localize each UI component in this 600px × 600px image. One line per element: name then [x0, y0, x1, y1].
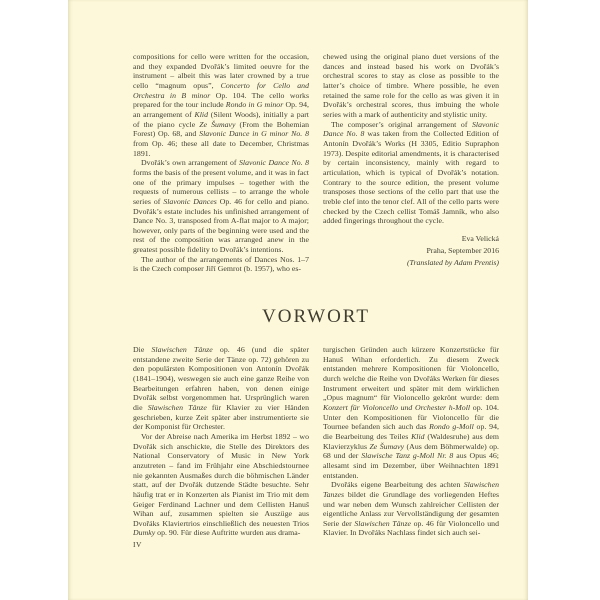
page-number: IV: [133, 540, 142, 549]
german-preface-section: [133, 345, 499, 538]
english-preface-section: [133, 52, 499, 274]
book-page: [68, 0, 528, 600]
author-signoff: Eva Velická Praha, September 2016 (Translated by Adam Prentis): [406, 233, 499, 267]
english-column-left: compositions for cello were written for the occasion, and they expanded Dvořák’s limited oeuvre for the instrument – albeit this was later crowned by a true cello “magnum opus”, Concerto for Cello and Orchestra in B minor Op. 104. The cello works prepared for the tour include Rondo in G minor Op. 94, an arrangement of Klid (Silent Woods), initially a part of the piano cycle Ze Šumavy (From the Bohemian Forest) Op. 68, and Slavonic Dance in G minor No. 8 from Op. 46; these all date to December, Christmas 1891. Dvořák’s own arrangement of Slavonic Dance No. 8 forms the basis of the present volume, and it was in fact one of the primary impulses – together with the requests of numerous cellists – to arrange the whole series of Slavonic Dances Op. 46 for cello and piano. Dvořák’s estate includes his unfinished arrangement of Dance No. 3, transposed from A-flat major to A major; however, only parts of the beginning were used and the rest of the composition was arranged anew in the greatest possible fidelity to Dvořák’s intentions. The author of the arrangements of Dances Nos. 1–7 is the Czech composer Jiří Gemrot (b. 1957), who es-: [133, 52, 309, 274]
vorwort-heading: VORWORT: [262, 306, 370, 327]
german-column-right: turgischen Gründen auch kürzere Konzertstücke für Hanuš Wihan erforderlich. Zu diesem Zweck entstanden mehrere Kompositionen für Violoncello, durch welche die Reihe von Dvořáks Werken für dieses Instrument erweitert und später mit dem wirklichen „Opus magnum“ für Violoncello gekrönt wurde: dem Konzert für Violoncello und Orchester h-Moll op. 104. Unter den Kompositionen für Violoncello für die Tournee befanden sich auch das Rondo g-Moll op. 94, die Bearbeitung des Teiles Klid (Waldesruhe) aus dem Klavierzyklus Ze Šumavy (Aus dem Böhmerwalde) op. 68 und der Slawische Tanz g-Moll Nr. 8 aus Opus 46; allesamt sind im Dezember, über Weihnachten 1891 entstanden. Dvořáks eigene Bearbeitung des achten Slawischen Tanzes bildet die Grundlage des vorliegenden Heftes und war neben dem Wunsch zahlreicher Cellisten der eigentliche Anlass zur Vervollständigung der gesamten Serie der Slawischen Tänze op. 46 für Violoncello und Klavier. In Dvořáks Nachlass findet sich auch sei-: [323, 345, 499, 538]
english-column-right: [323, 52, 499, 274]
english-column-right-text: chewed using the original piano duet versions of the dances and instead based his work on Dvořák’s orchestral scores to stay as close as possible to the latter’s choice of timbre. Where possible, he even retained the same role for the cello as was given it in Dvořák’s orchestral scores, thus imbuing the whole series with a mark of authenticity and stylistic unity. The composer’s original arrangement of Slavonic Dance No. 8 was taken from the Collected Edition of Antonín Dvořák’s Works (H 3305, Editio Supraphon 1973). Despite editorial amendments, it is characterised by certain inconsistency, mainly with regard to articulation, which is typical of Dvořák’s notation. Contrary to the source edition, the present volume transposes those sections of the cello part that use the treble clef into the tenor clef. All of the cello parts were checked by the Czech cellist Tomáš Jamník, who also added fingerings throughout the cycle.: [323, 52, 499, 226]
german-column-left: Die Slawischen Tänze op. 46 (und die später entstandene zweite Serie der Tänze op. 72) gehören zu den populärsten Kompositionen von Antonín Dvořák (1841–1904), weswegen sie auch eine ganze Reihe von Bearbeitungen erfahren haben, von denen einige Dvořák selbst vorgenommen hat. Ursprünglich waren die Slawischen Tänze für Klavier zu vier Händen geschrieben, kurze Zeit später aber instrumentierte sie der Komponist für Orchester. Vor der Abreise nach Amerika im Herbst 1892 – wo Dvořák sich anschickte, die Stelle des Direktors des National Conservatory of Music in New York anzutreten – fand im Frühjahr eine Abschiedstournee nie gekannten Ausmaßes durch die böhmischen Länder statt, auf der Dvořák dutzende Städte besuchte. Sehr häufig trat er in Konzerten als Pianist im Trio mit dem Geiger Ferdinand Lachner und dem Cellisten Hanuš Wihan auf, zusammen spielten sie Auszüge aus Dvořáks Klaviertrios einschließlich des neuesten Trios Dumky op. 90. Für diese Auftritte wurden aus drama-: [133, 345, 309, 538]
